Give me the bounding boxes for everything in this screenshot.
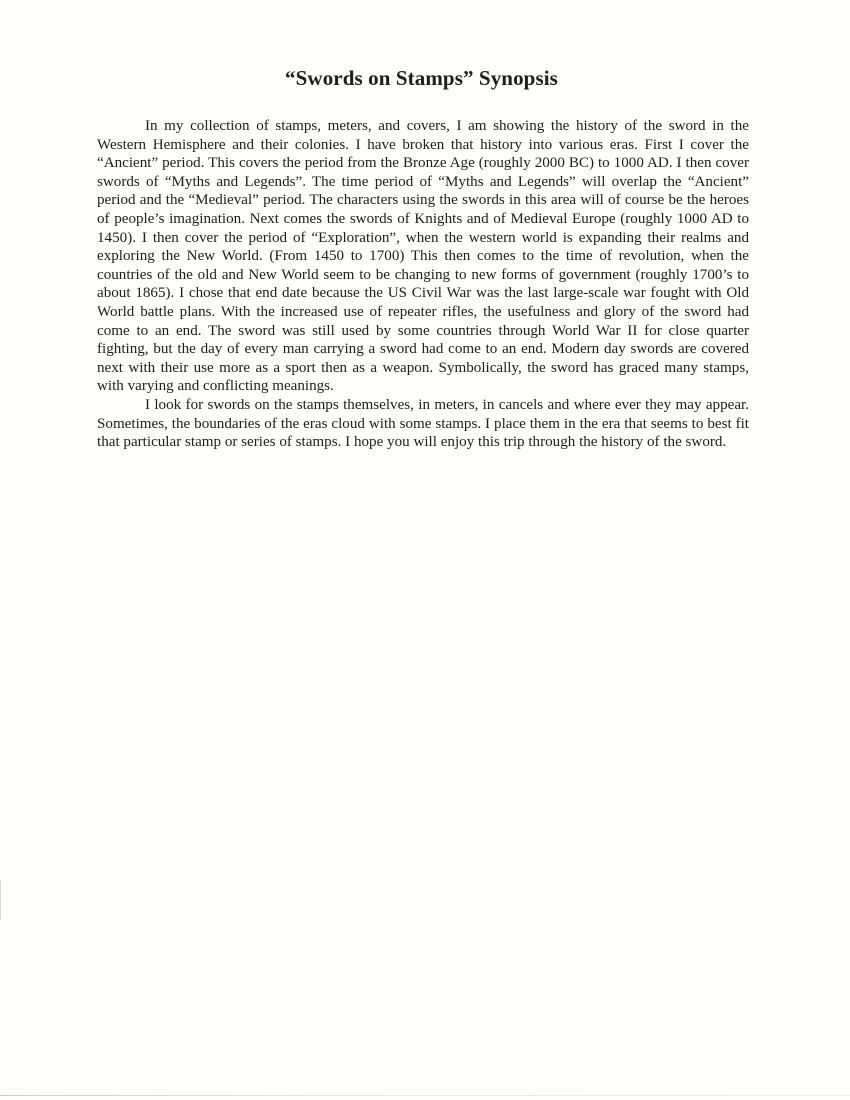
scan-edge-bottom <box>0 1095 850 1096</box>
paragraph-2: I look for swords on the stamps themselves, in meters, in cancels and where ever they may appear. Sometimes, the boundaries of the eras cloud with some stamps. I place them in the era that seems to best fit that particular stamp or series of stamps. I hope you will enjoy this trip through the history of the sword. <box>97 396 749 451</box>
document-title: “Swords on Stamps” Synopsis <box>285 66 558 90</box>
scan-edge-left <box>0 880 1 920</box>
document-body <box>97 117 749 452</box>
paragraph-1: In my collection of stamps, meters, and covers, I am showing the history of the sword in the Western Hemisphere and their colonies. I have broken that history into various eras. First I cover the “Ancient” period. This covers the period from the Bronze Age (roughly 2000 BC) to 1000 AD. I then cover swords of “Myths and Legends”. The time period of “Myths and Legends” will overlap the “Ancient” period and the “Medieval” period. The characters using the swords in this area will of course be the heroes of people’s imagination. Next comes the swords of Knights and of Medieval Europe (roughly 1000 AD to 1450). I then cover the period of “Exploration”, when the western world is expanding their realms and exploring the New World. (From 1450 to 1700) This then comes to the time of revolution, when the countries of the old and New World seem to be changing to new forms of government (roughly 1700’s to about 1865). I chose that end date because the US Civil War was the last large-scale war fought with Old World battle plans. With the increased use of repeater rifles, the usefulness and glory of the sword had come to an end. The sword was still used by some countries through World War II for close quarter fighting, but the day of every man carrying a sword had come to an end. Modern day swords are covered next with their use more as a sport then as a weapon. Symbolically, the sword has graced many stamps, with varying and conflicting meanings. <box>97 118 749 395</box>
